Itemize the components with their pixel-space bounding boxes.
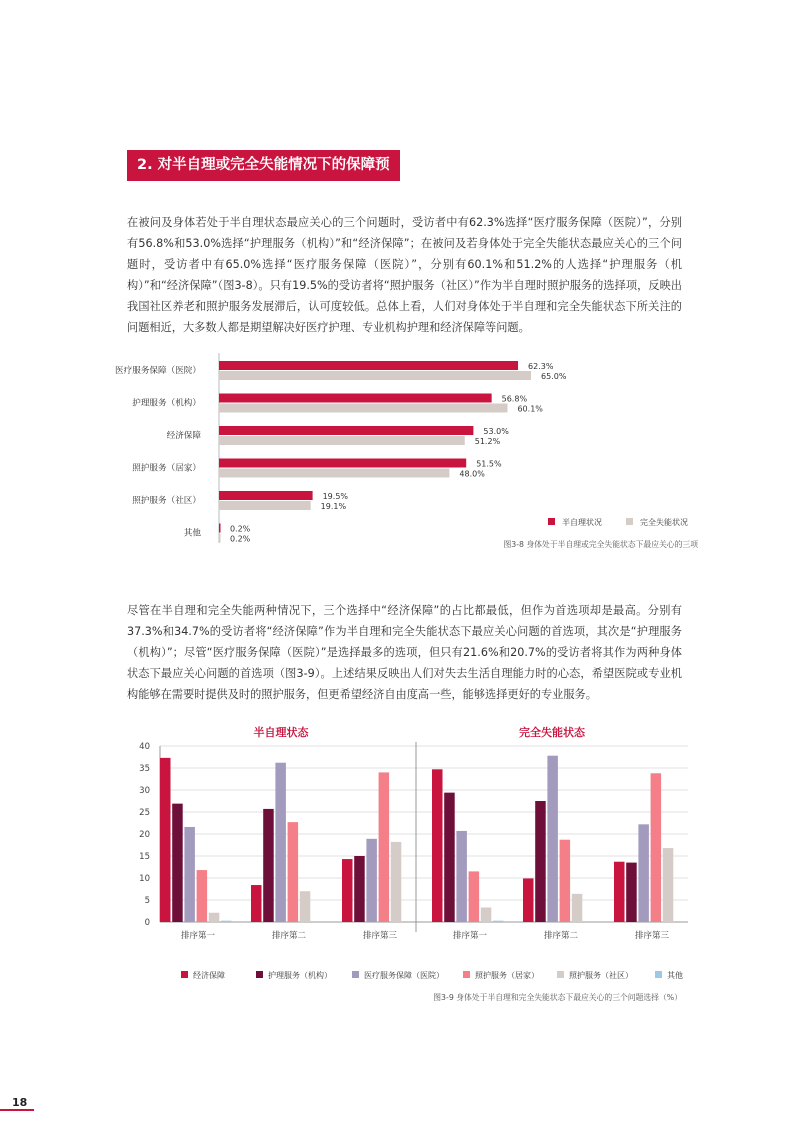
bar-institution-care [444, 793, 455, 922]
bar-medical [547, 756, 558, 922]
bar-medical [456, 831, 467, 922]
bar-semi-self-care [219, 524, 221, 533]
data-label: 19.5% [322, 492, 349, 501]
data-label: 19.1% [320, 502, 347, 511]
bar-fully-disabled [219, 534, 221, 543]
bar-home-care [469, 871, 480, 922]
x-category-label: 排序第二 [271, 931, 307, 941]
category-label: 照护服务（社区） [132, 496, 201, 506]
category-label: 护理服务（机构） [132, 398, 201, 409]
bar-economic [523, 878, 534, 922]
x-category-label: 排序第一 [452, 931, 488, 941]
data-label: 56.8% [501, 394, 528, 404]
section-title: 2. 对半自理或完全失能情况下的保障预期 [127, 150, 400, 181]
legend-swatch [256, 971, 263, 978]
bar-home-care [560, 840, 571, 922]
body-paragraph-1: 在被问及身体若处于半自理状态最应关心的三个问题时，受访者中有62.3%选择“医疗服务保障（医院）”，分别有56.8%和53.0%选择“护理服务（机构）”和“经济保障”；在被问及若身体处于完全失能状态最应关心的三个问题时，受访者中有65.0%选择“医疗服务保障（医院）”，分别有60.1%和51.2%的人选择“护理服务（机构）”和“经济保障”（图3-8）。只有19.5%的受访者将“照护服务（社区）”作为半自理时照护服务的选择项，反映出我国社区养老和照护服务发展滞后，认可度较低。总体上看，人们对身体处于半自理和完全失能状态下所关注的问题相近，大多数人都是期望解决好医疗护理、专业机构护理和经济保障等问题。 [127, 216, 682, 334]
page-number: 18 [12, 1096, 28, 1109]
bar-home-care [379, 772, 390, 922]
y-tick-label: 10 [139, 874, 150, 884]
y-tick-label: 20 [139, 830, 150, 840]
legend-label: 照护服务（社区） [569, 971, 633, 980]
bar-fully-disabled [219, 436, 465, 445]
data-label: 51.5% [476, 459, 502, 469]
chart-caption: 图3-9 身体处于半自理和完全失能状态下最应关心的三个问题选择（%） [433, 993, 682, 1002]
category-label: 其他 [183, 528, 201, 539]
legend-swatch [626, 518, 633, 525]
y-tick-label: 40 [139, 742, 150, 752]
bar-community-care [209, 913, 220, 922]
bar-semi-self-care [219, 394, 492, 403]
chart-fig-3-9 [0, 715, 793, 1010]
bar-home-care [651, 773, 662, 922]
y-tick-label: 30 [139, 786, 150, 796]
bar-fully-disabled [219, 404, 507, 413]
page-number-rule [0, 1109, 34, 1111]
bar-institution-care [172, 804, 183, 922]
legend-swatch [463, 971, 470, 978]
bar-economic [342, 859, 353, 922]
bar-institution-care [354, 856, 365, 922]
bar-fully-disabled [219, 371, 531, 380]
bar-home-care [197, 870, 208, 922]
data-label: 48.0% [459, 469, 485, 479]
legend-label: 经济保障 [193, 971, 225, 980]
bar-medical [184, 827, 195, 922]
legend-label: 护理服务（机构） [268, 971, 332, 980]
bar-home-care [288, 822, 299, 922]
data-label: 65.0% [541, 372, 567, 381]
data-label: 51.2% [474, 437, 501, 446]
category-label: 医疗服务保障（医院） [115, 366, 201, 376]
bar-community-care [663, 848, 674, 922]
bar-economic [251, 885, 262, 922]
bar-medical [275, 763, 286, 922]
data-label: 0.2% [229, 534, 251, 544]
y-tick-label: 0 [144, 918, 150, 928]
y-tick-label: 25 [139, 808, 150, 818]
y-tick-label: 5 [144, 896, 150, 906]
panel-title: 半自理状态 [253, 726, 309, 739]
x-category-label: 排序第三 [634, 931, 670, 941]
y-tick-label: 15 [139, 852, 150, 862]
bar-medical [366, 839, 377, 922]
legend-swatch [352, 971, 359, 978]
category-label: 照护服务（居家） [132, 463, 201, 474]
legend-label: 完全失能状况 [640, 518, 688, 527]
bar-community-care [481, 907, 492, 922]
data-label: 62.3% [528, 362, 554, 371]
body-paragraph-2: 尽管在半自理和完全失能两种情况下，三个选择中“经济保障”的占比都最低，但作为首选项却是最高。分别有37.3%和34.7%的受访者将“经济保障”作为半自理和完全失能状态下最应关心问题的首选项，其次是“护理服务（机构）”；尽管“医疗服务保障（医院）”是选择最多的选项，但只有21.6%和20.7%的受访者将其作为两种身体状态下最应关心问题的首选项（图3-9）。上述结果反映出人们对失去生活自理能力时的心态，希望医院或专业机构能够在需要时提供及时的照护服务，但更希望经济自由度高一些，能够选择更好的专业服务。 [127, 604, 682, 701]
bar-medical [638, 824, 649, 922]
bar-institution-care [263, 809, 274, 922]
legend-swatch [548, 518, 555, 525]
bar-community-care [300, 891, 311, 922]
data-label: 53.0% [483, 427, 509, 436]
bar-economic [614, 862, 625, 922]
x-category-label: 排序第一 [180, 931, 216, 941]
bar-institution-care [626, 863, 637, 922]
bar-fully-disabled [219, 469, 449, 478]
bar-community-care [391, 842, 402, 922]
bar-economic [160, 758, 171, 922]
data-label: 60.1% [517, 404, 543, 414]
legend-swatch [181, 971, 188, 978]
bar-semi-self-care [219, 361, 518, 370]
bar-economic [432, 769, 443, 922]
y-tick-label: 35 [139, 764, 150, 774]
legend-label: 其他 [667, 971, 683, 980]
data-label: 0.2% [229, 524, 251, 534]
x-category-label: 排序第三 [362, 931, 398, 941]
chart-caption: 图3-8 身体处于半自理或完全失能状态下最应关心的三项 [503, 540, 698, 549]
chart-fig-3-8 [0, 345, 793, 560]
bar-other [221, 921, 232, 922]
bar-semi-self-care [219, 491, 313, 500]
panel-title: 完全失能状态 [519, 726, 585, 739]
legend-swatch [557, 971, 564, 978]
bar-community-care [572, 894, 583, 922]
x-category-label: 排序第二 [543, 931, 579, 941]
bar-semi-self-care [219, 426, 473, 435]
bar-other [493, 921, 504, 922]
category-label: 经济保障 [166, 431, 201, 441]
legend-label: 半自理状况 [562, 518, 602, 527]
bar-fully-disabled [219, 501, 311, 510]
legend-label: 照护服务（居家） [475, 971, 539, 980]
bar-semi-self-care [219, 459, 466, 468]
legend-label: 医疗服务保障（医院） [364, 971, 444, 980]
bar-institution-care [535, 801, 546, 922]
legend-swatch [655, 971, 662, 978]
